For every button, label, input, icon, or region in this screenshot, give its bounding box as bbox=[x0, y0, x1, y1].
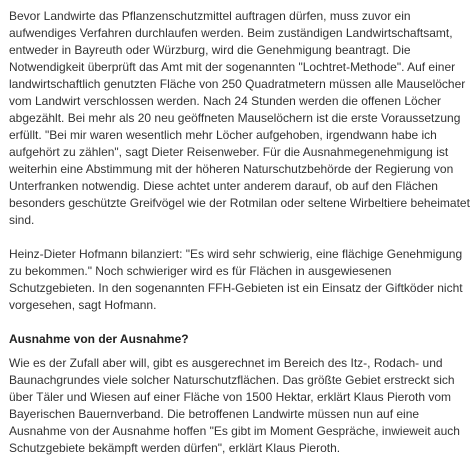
article-subheading: Ausnahme von der Ausnahme? bbox=[9, 332, 189, 346]
article-paragraph-1: Bevor Landwirte das Pflanzenschutzmittel auftragen dürfen, muss zuvor ein aufwendiges Verfahren durchlaufen werden. Beim zuständigen Landwirtschaftsamt, entweder in Bayreuth oder Würzburg, wird die Genehmigung beantragt. Die Notwendigkeit überprüft das Amt mit der sogenannten "Lochtret-Methode". Auf einer landwirtschaftlich genutzten Fläche von 250 Quadratmetern müssen alle Mauselöcher vom Landwirt verschlossen werden. Nach 24 Stunden werden die offenen Löcher abgezählt. Bei mehr als 20 neu geöffneten Mauselöchern ist die erste Voraussetzung erfüllt. "Bei mir waren wesentlich mehr Löcher aufgehoben, irgendwann habe ich aufgehört zu zählen", sagt Dieter Reisenweber. Für die Ausnahmegenehmigung ist weiterhin eine Abstimmung mit der höheren Naturschutzbehörde der Regierung von Unterfranken notwendig. Diese achtet unter anderem darauf, ob auf den Flächen besonders geschützte Greifvögel wie der Rotmilan oder seltene Wirbeltiere beheimatet sind. bbox=[9, 9, 470, 227]
article-paragraph-3: Wie es der Zufall aber will, gibt es ausgerechnet im Bereich des Itz-, Rodach- und Baunachgrundes viele solcher Naturschutzflächen. Das größte Gebiet erstreckt sich über Täler und Wiesen auf einer Fläche von 1500 Hektar, erklärt Klaus Pieroth vom Bayerischen Bauernverband. Die betroffenen Landwirte müssen nun auf eine Ausnahme von der Ausnahme hoffen "Es gibt im Moment Gespräche, inwieweit auch Schutzgebiete bekämpft werden dürfen", erklärt Klaus Pieroth. bbox=[9, 356, 460, 455]
article-body bbox=[9, 8, 471, 457]
article-paragraph-2: Heinz-Dieter Hofmann bilanziert: "Es wird sehr schwierig, eine flächige Genehmigung zu bekommen." Noch schwieriger wird es für Flächen in ausgewiesenen Schutzgebieten. In den sogenannten FFH-Gebieten ist ein Einsatz der Giftköder nicht vorgesehen, sagt Hofmann. bbox=[9, 247, 463, 312]
